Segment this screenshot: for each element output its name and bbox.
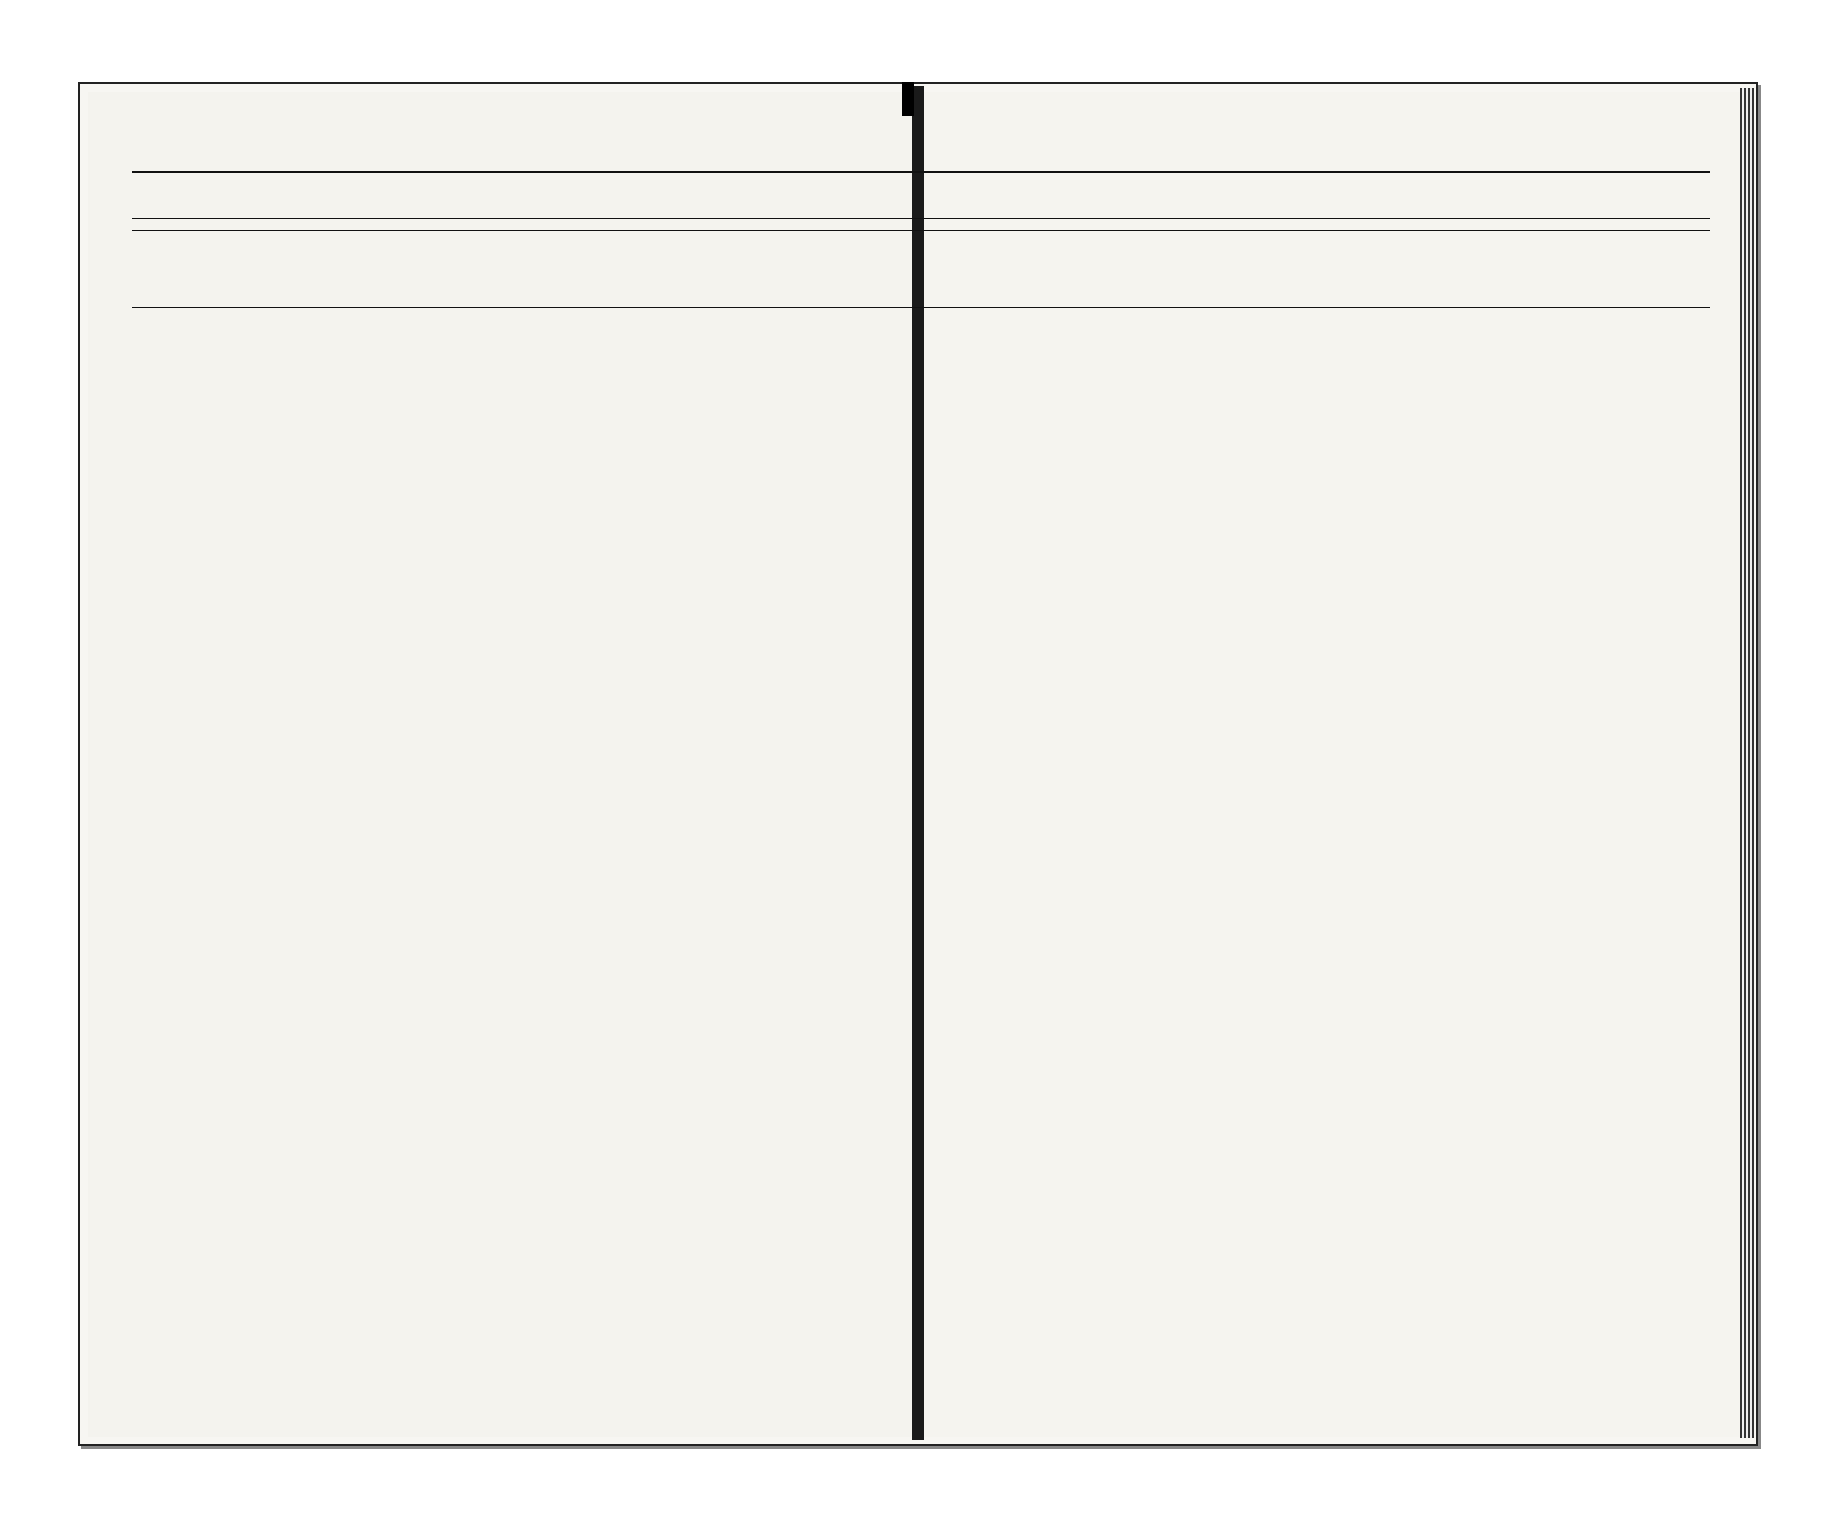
left-page xyxy=(88,92,920,1437)
colhead-rule xyxy=(132,307,1710,308)
spine-tab xyxy=(902,82,914,116)
right-page xyxy=(918,92,1741,1437)
header-rule-top xyxy=(132,171,1710,173)
book-spine xyxy=(912,86,924,1440)
colnum-rule xyxy=(132,230,1710,231)
page-edges xyxy=(1740,88,1754,1438)
header-rule-bottom xyxy=(132,218,1710,219)
